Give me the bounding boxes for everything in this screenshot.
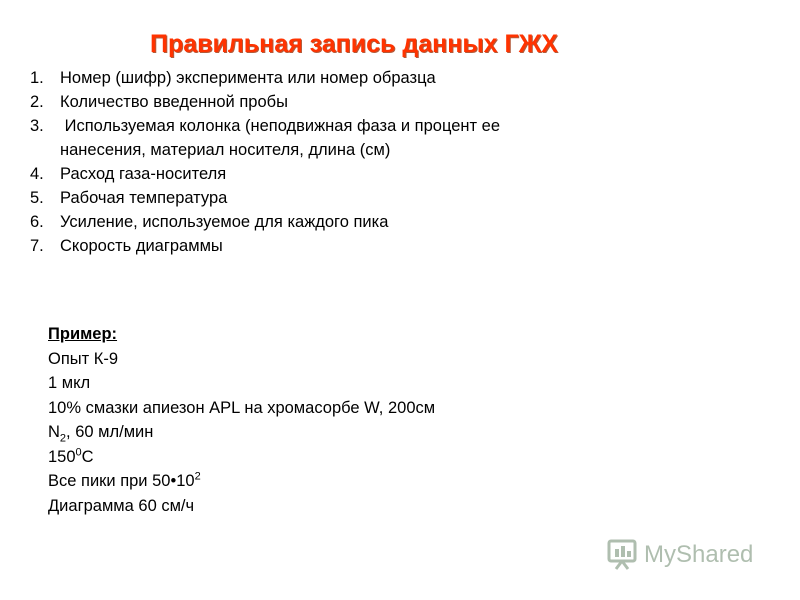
myshared-watermark <box>606 534 766 574</box>
list-item: 7. Скорость диаграммы <box>30 237 223 255</box>
list-item: 1. Номер (шифр) эксперимента или номер образца <box>30 69 436 87</box>
record-steps-list <box>30 66 550 258</box>
list-item: 5. Рабочая температура <box>30 189 228 207</box>
list-item: 6. Усиление, используемое для каждого пика <box>30 213 389 231</box>
svg-text:MyShared: MyShared <box>644 541 754 568</box>
list-item-text: Рабочая температура <box>60 189 228 207</box>
list-item-text: Усиление, используемое для каждого пика <box>60 213 389 231</box>
example-block <box>48 322 568 518</box>
watermark-wordmark <box>640 537 762 571</box>
list-item-text: Номер (шифр) эксперимента или номер образца <box>60 69 436 87</box>
slide-title: Правильная запись данных ГЖХ <box>150 30 558 58</box>
list-item: 4. Расход газа-носителя <box>30 165 227 183</box>
list-item-text: Количество введенной пробы <box>60 93 288 111</box>
example-gas: $N_2$, 60 мл/мин <box>48 423 154 445</box>
list-item-text: Используемая колонка (неподвижная фаза и процент ее нанесения, материал носителя, длина (см) <box>60 117 505 159</box>
example-label: Пример: <box>48 325 118 343</box>
example-column: 10% смазки апиезон APL на хромасорбе W, 200см <box>48 398 436 417</box>
example-gain: Все пики при $50•10^2$ <box>48 470 201 490</box>
example-run: Опыт К-9 <box>48 349 119 368</box>
list-item-text: Скорость диаграммы <box>60 237 223 255</box>
example-volume: 1 мкл <box>48 374 91 392</box>
example-temperature: $150^0С$ <box>48 446 94 466</box>
list-item: 2. Количество введенной пробы <box>30 93 288 111</box>
list-item: 3. Используемая колонка (неподвижная фаза и процент ее нанесения, материал носителя, длина (см) <box>30 117 505 159</box>
presentation-board-icon <box>606 537 640 571</box>
example-speed: Диаграмма 60 см/ч <box>48 496 195 515</box>
list-item-text: Расход газа-носителя <box>60 165 227 183</box>
